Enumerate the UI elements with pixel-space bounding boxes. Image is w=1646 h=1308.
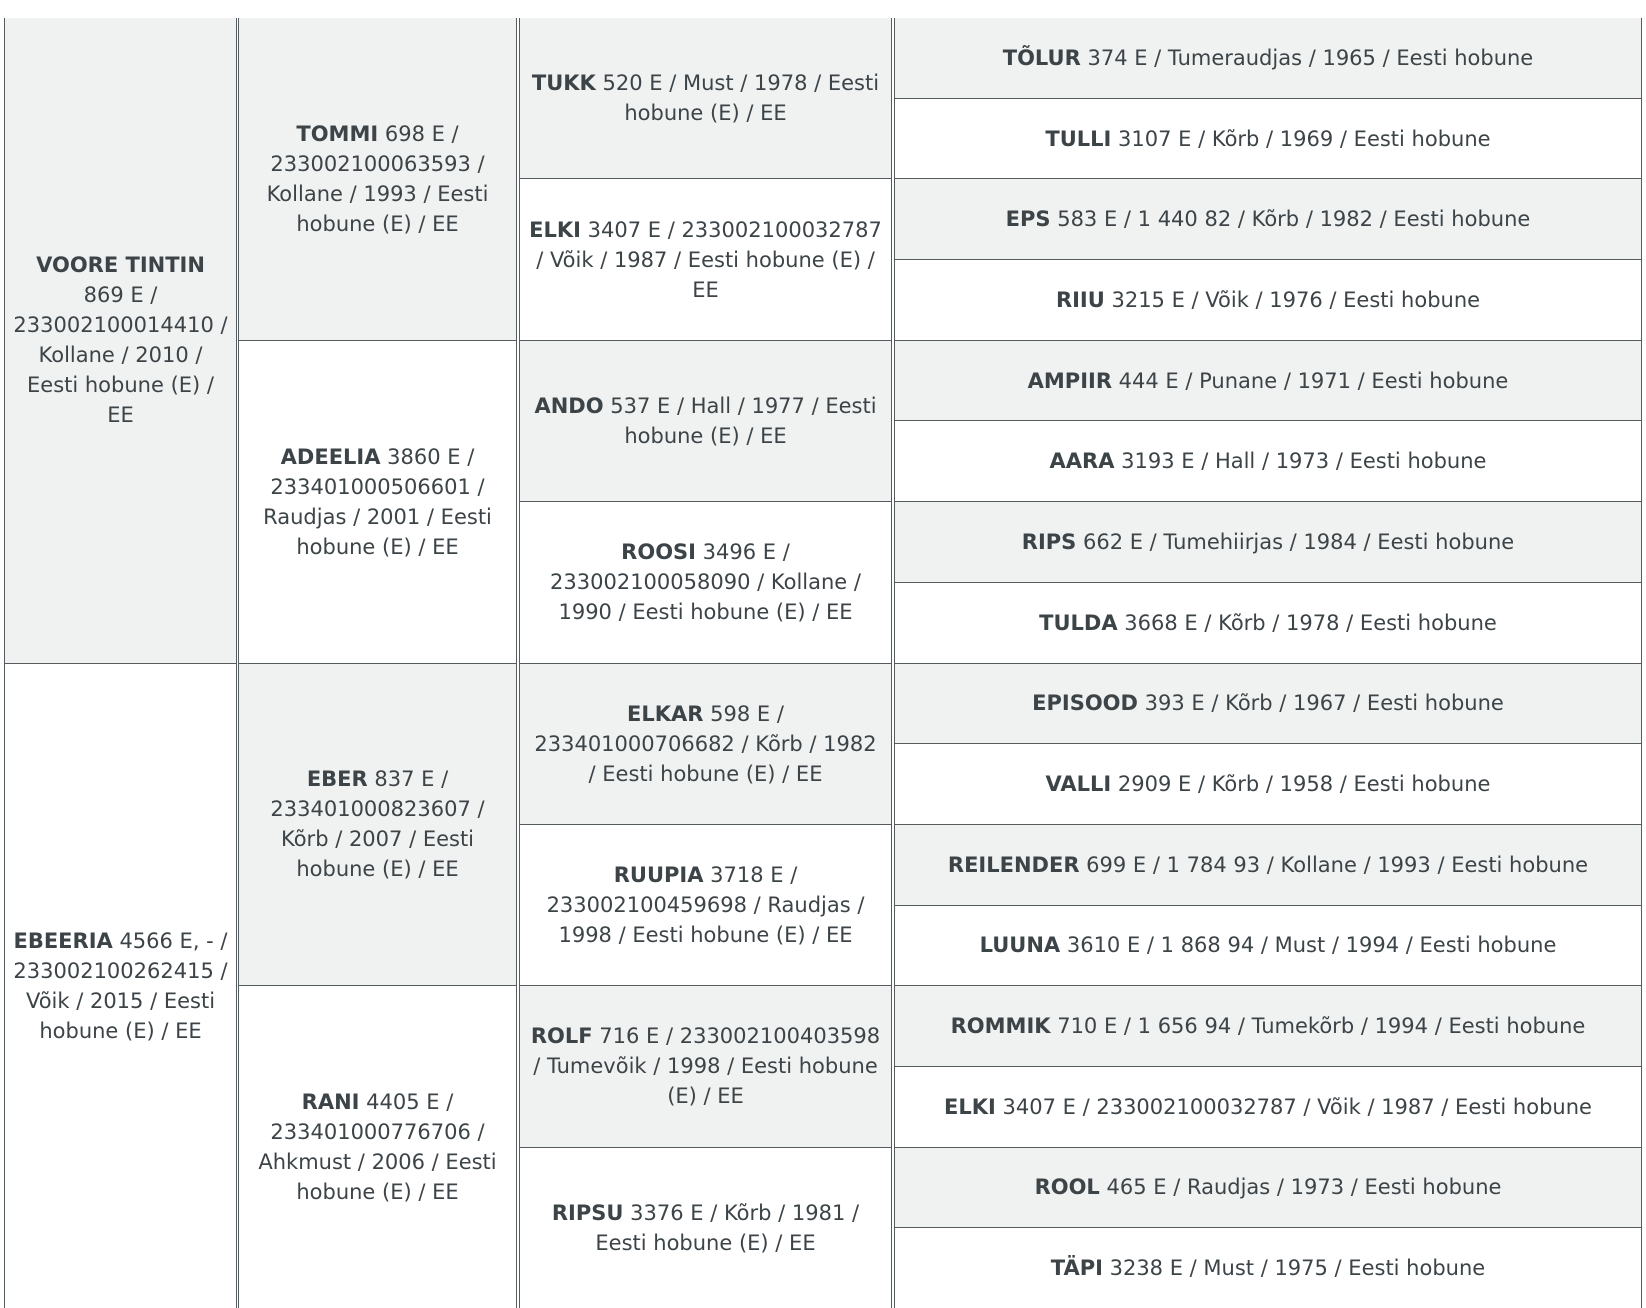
horse-details: 393 E / Kõrb / 1967 / Eesti hobune: [1137, 691, 1504, 716]
horse-entry: [1045, 124, 1490, 154]
horse-details: 3668 E / Kõrb / 1978 / Eesti hobune: [1117, 610, 1497, 635]
pedigree-cell: [894, 744, 1642, 825]
pedigree-cell: [238, 341, 517, 664]
horse-entry: [13, 926, 228, 1046]
horse-entry: [1006, 204, 1531, 234]
horse-details: 3193 E / Hall / 1973 / Eesti hobune: [1114, 449, 1487, 474]
horse-name[interactable]: EPS: [1005, 207, 1051, 232]
horse-name[interactable]: RUUPIA: [613, 863, 704, 888]
pedigree-cell: [894, 906, 1642, 987]
horse-details: 3407 E / 233002100032787 / Võik / 1987 / Eesti hobune: [995, 1094, 1592, 1119]
horse-name[interactable]: TÕLUR: [1002, 45, 1081, 70]
horse-details: 698 E / 233002100063593 / Kollane / 1993 / Eesti hobune (E) / EE: [266, 121, 489, 236]
pedigree-cell: [894, 502, 1642, 583]
pedigree-cell: [894, 18, 1642, 99]
horse-entry: [528, 1198, 883, 1258]
horse-details: 537 E / Hall / 1977 / Eesti hobune (E) / EE: [603, 393, 877, 448]
horse-entry: [944, 1092, 1592, 1122]
horse-entry: [247, 119, 508, 239]
horse-details: 837 E / 233401000823607 / Kõrb / 2007 / Eesti hobune (E) / EE: [270, 767, 485, 882]
horse-details: 3238 E / Must / 1975 / Eesti hobune: [1102, 1256, 1486, 1281]
horse-name[interactable]: ELKI: [529, 217, 581, 242]
pedigree-cell: [519, 986, 892, 1147]
horse-name[interactable]: ANDO: [534, 393, 604, 418]
horse-details: 662 E / Tumehiirjas / 1984 / Eesti hobune: [1076, 529, 1515, 554]
generation-1-column: [4, 18, 237, 1308]
horse-entry: [1056, 285, 1480, 315]
horse-name[interactable]: RIIU: [1055, 287, 1105, 312]
horse-details: 3215 E / Võik / 1976 / Eesti hobune: [1104, 287, 1481, 312]
horse-entry: [1050, 446, 1487, 476]
horse-entry: [1028, 366, 1509, 396]
horse-details: 3496 E / 233002100058090 / Kollane / 1990 / Eesti hobune (E) / EE: [550, 540, 861, 625]
horse-name[interactable]: EBER: [306, 767, 368, 792]
pedigree-table: [4, 18, 1642, 1308]
horse-entry: [1051, 1253, 1485, 1283]
pedigree-cell: [238, 986, 517, 1308]
horse-name[interactable]: ROMMIK: [950, 1014, 1051, 1039]
horse-name[interactable]: ROLF: [530, 1024, 593, 1049]
horse-name[interactable]: AMPIIR: [1027, 368, 1112, 393]
horse-entry: [528, 215, 883, 305]
horse-entry: [528, 391, 883, 451]
horse-name[interactable]: TULDA: [1039, 610, 1118, 635]
pedigree-cell: [894, 341, 1642, 422]
horse-name[interactable]: RANI: [301, 1090, 360, 1115]
horse-entry: [980, 930, 1557, 960]
horse-name[interactable]: VALLI: [1045, 772, 1112, 797]
pedigree-cell: [4, 18, 237, 664]
horse-name[interactable]: ELKAR: [627, 701, 704, 726]
pedigree-cell: [894, 1148, 1642, 1229]
horse-entry: [247, 442, 508, 562]
horse-entry: [528, 537, 883, 627]
horse-entry: [528, 1021, 883, 1111]
horse-details: 3376 E / Kõrb / 1981 / Eesti hobune (E) / EE: [595, 1200, 860, 1255]
pedigree-cell: [519, 179, 892, 340]
horse-name[interactable]: ADEELIA: [280, 444, 381, 469]
pedigree-cell: [894, 179, 1642, 260]
horse-name[interactable]: TULLI: [1045, 126, 1112, 151]
pedigree-cell: [894, 99, 1642, 180]
horse-details: 465 E / Raudjas / 1973 / Eesti hobune: [1099, 1175, 1502, 1200]
pedigree-cell: [238, 18, 517, 341]
horse-details: 710 E / 1 656 94 / Tumekõrb / 1994 / Eesti hobune: [1050, 1014, 1586, 1039]
pedigree-cell: [894, 260, 1642, 341]
pedigree-cell: [519, 502, 892, 663]
horse-details: 716 E / 233002100403598 / Tumevõik / 1998 / Eesti hobune (E) / EE: [533, 1024, 881, 1109]
horse-name[interactable]: ELKI: [944, 1094, 996, 1119]
horse-entry: [1032, 688, 1504, 718]
pedigree-cell: [238, 664, 517, 987]
horse-entry: [528, 68, 883, 128]
horse-entry: [13, 250, 228, 430]
horse-entry: [951, 1011, 1586, 1041]
horse-entry: [1022, 527, 1514, 557]
pedigree-cell: [519, 825, 892, 986]
pedigree-cell: [4, 664, 237, 1308]
horse-details: 3610 E / 1 868 94 / Must / 1994 / Eesti hobune: [1060, 933, 1557, 958]
pedigree-cell: [519, 664, 892, 825]
horse-name[interactable]: LUUNA: [979, 933, 1061, 958]
pedigree-cell: [519, 18, 892, 179]
horse-name[interactable]: AARA: [1049, 449, 1115, 474]
horse-entry: [1046, 769, 1491, 799]
horse-details: 3718 E / 233002100459698 / Raudjas / 1998 / Eesti hobune (E) / EE: [546, 863, 865, 948]
pedigree-cell: [894, 825, 1642, 906]
horse-details: 583 E / 1 440 82 / Kõrb / 1982 / Eesti hobune: [1050, 207, 1531, 232]
horse-name[interactable]: EPISOOD: [1032, 691, 1138, 716]
horse-entry: [1003, 43, 1533, 73]
horse-name[interactable]: TOMMI: [296, 121, 379, 146]
pedigree-cell: [894, 421, 1642, 502]
horse-entry: [247, 1087, 508, 1207]
horse-details: 598 E / 233401000706682 / Kõrb / 1982 / Eesti hobune (E) / EE: [534, 701, 877, 786]
horse-name[interactable]: EBEERIA: [13, 928, 113, 953]
horse-entry: [528, 860, 883, 950]
generation-4-column: [894, 18, 1642, 1308]
horse-entry: [247, 764, 508, 884]
horse-name[interactable]: RIPS: [1021, 529, 1077, 554]
horse-details: 869 E / 233002100014410 / Kollane / 2010 / Eesti hobune (E) / EE: [13, 283, 228, 428]
horse-entry: [1035, 1172, 1502, 1202]
generation-3-column: [519, 18, 892, 1308]
horse-details: 520 E / Must / 1978 / Eesti hobune (E) / EE: [595, 71, 880, 126]
pedigree-cell: [519, 341, 892, 502]
horse-name[interactable]: RIPSU: [551, 1200, 624, 1225]
generation-2-column: [238, 18, 517, 1308]
horse-name[interactable]: TÄPI: [1050, 1256, 1103, 1281]
horse-name[interactable]: ROOSI: [621, 540, 696, 565]
horse-details: 699 E / 1 784 93 / Kollane / 1993 / Eesti hobune: [1079, 852, 1589, 877]
horse-entry: [1039, 608, 1497, 638]
pedigree-cell: [894, 583, 1642, 664]
horse-details: 3107 E / Kõrb / 1969 / Eesti hobune: [1111, 126, 1491, 151]
horse-details: 3860 E / 233401000506601 / Raudjas / 2001 / Eesti hobune (E) / EE: [263, 444, 492, 559]
pedigree-cell: [894, 986, 1642, 1067]
horse-entry: [948, 850, 1588, 880]
horse-details: 2909 E / Kõrb / 1958 / Eesti hobune: [1111, 772, 1491, 797]
pedigree-cell: [519, 1148, 892, 1308]
pedigree-cell: [894, 1228, 1642, 1308]
pedigree-cell: [894, 664, 1642, 745]
pedigree-cell: [894, 1067, 1642, 1148]
horse-name[interactable]: TUKK: [531, 71, 596, 96]
horse-name[interactable]: ROOL: [1034, 1175, 1100, 1200]
horse-details: 4405 E / 233401000776706 / Ahkmust / 2006 / Eesti hobune (E) / EE: [258, 1090, 497, 1205]
horse-details: 444 E / Punane / 1971 / Eesti hobune: [1112, 368, 1509, 393]
horse-details: 374 E / Tumeraudjas / 1965 / Eesti hobune: [1080, 45, 1534, 70]
horse-details: 4566 E, - / 233002100262415 / Võik / 2015 / Eesti hobune (E) / EE: [13, 928, 228, 1043]
horse-name[interactable]: VOORE TINTIN: [36, 253, 205, 278]
horse-entry: [528, 699, 883, 789]
horse-name[interactable]: REILENDER: [947, 852, 1080, 877]
horse-details: 3407 E / 233002100032787 / Võik / 1987 / Eesti hobune (E) / EE: [536, 217, 882, 302]
